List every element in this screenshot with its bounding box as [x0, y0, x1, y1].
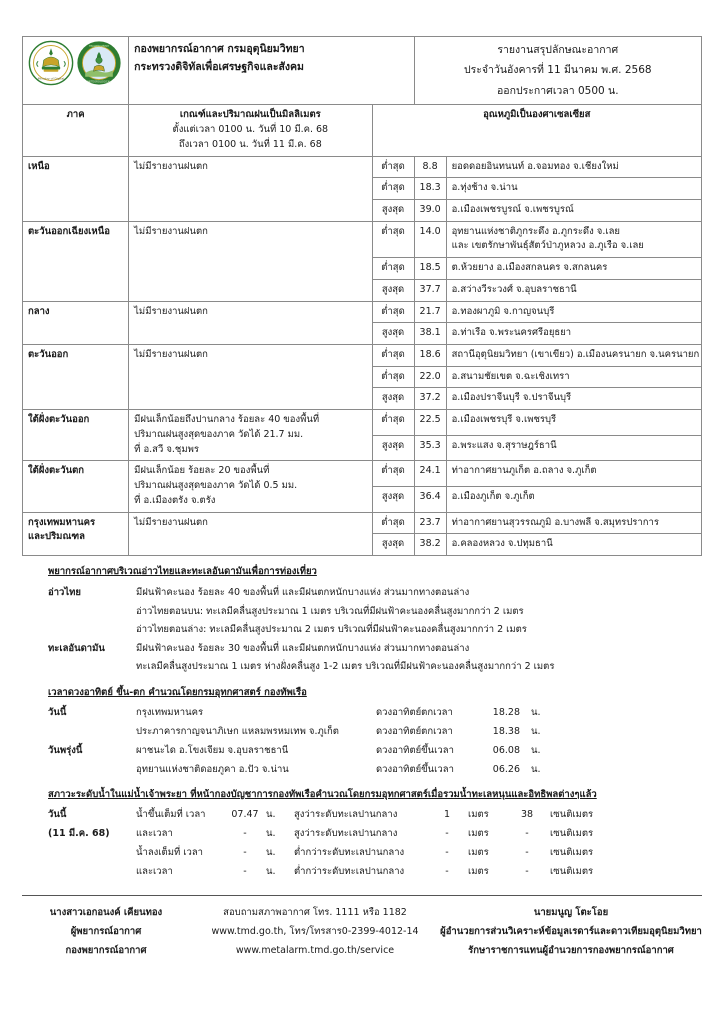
sun-event: ดวงอาทิตย์ขึ้นเวลา: [376, 745, 454, 757]
water-meters-unit: เมตร: [468, 828, 489, 840]
footer-right-line-3: รักษาราชการแทนผู้อำนวยการกองพยากรณ์อากาศ: [468, 945, 674, 957]
temp-label: ต่ำสุด: [372, 366, 414, 388]
report-header-row: [23, 37, 702, 105]
water-event: และเวลา: [136, 866, 173, 878]
weather-summary-table: [22, 36, 702, 556]
water-centimeters: -: [525, 828, 529, 840]
table-row: [23, 221, 702, 257]
temp-label: ต่ำสุด: [372, 178, 414, 200]
rainfall-description: ไม่มีรายงานฝนตก: [129, 221, 372, 301]
water-centimeters: -: [525, 847, 529, 859]
table-row: [23, 301, 702, 323]
temp-label: ต่ำสุด: [372, 258, 414, 280]
sun-time: 06.08: [492, 745, 520, 757]
table-row: [23, 345, 702, 367]
header-rainfall-line-2: ตั้งแต่เวลา 0100 น. วันที่ 10 มี.ค. 68: [172, 124, 329, 136]
water-event: และเวลา: [136, 828, 173, 840]
region-name: ตะวันออกเฉียงเหนือ: [23, 221, 129, 301]
temp-label: ต่ำสุด: [372, 512, 414, 534]
rainfall-description: ไม่มีรายงานฝนตก: [129, 156, 372, 221]
water-time-unit: น.: [266, 828, 276, 840]
weather-report-page: [22, 36, 702, 960]
sun-day-label: วันพรุ่งนี้: [48, 745, 83, 757]
temp-location: อ.เมืองเพชรบูรณ์ จ.เพชรบูรณ์: [446, 200, 701, 222]
logos-cell: [23, 37, 129, 105]
marine-text-line-1: มีฝนฟ้าคะนอง ร้อยละ 30 ของพื้นที่ และมีฝนตกหนักบางแห่ง ส่วนมากทางตอนล่าง: [136, 642, 470, 654]
temp-value: 35.3: [414, 435, 446, 461]
temp-label: ต่ำสุด: [372, 156, 414, 178]
region-name: ใต้ฝั่งตะวันตก: [23, 461, 129, 512]
sun-time-unit: น.: [531, 745, 541, 757]
water-time: -: [243, 847, 247, 859]
header-rainfall-line-3: ถึงเวลา 0100 น. วันที่ 11 มี.ค. 68: [178, 138, 322, 150]
sunrise-sunset-section: [22, 686, 702, 779]
water-time: -: [243, 828, 247, 840]
ministry-of-digital-economy-and-society-emblem: [28, 40, 74, 86]
temp-location: อ.ท่าเรือ จ.พระนครศรีอยุธยา: [446, 323, 701, 345]
water-centimeters-unit: เซนติเมตร: [550, 866, 594, 878]
sun-time-unit: น.: [531, 707, 541, 719]
temp-label: สูงสุด: [372, 486, 414, 512]
temp-location: สถานีอุตุนิยมวิทยา (เขาเขียว) อ.เมืองนครนายก จ.นครนายก: [446, 345, 701, 367]
table-row: [23, 512, 702, 534]
sun-row: [22, 722, 702, 741]
footer-left-line-3: กองพยากรณ์อากาศ: [65, 945, 147, 957]
temp-label: สูงสุด: [372, 323, 414, 345]
temp-value: 18.3: [414, 178, 446, 200]
region-name: กลาง: [23, 301, 129, 344]
water-meters: -: [445, 828, 449, 840]
marine-forecast-section: [22, 565, 702, 677]
report-issue-time: ออกประกาศเวลา 0500 น.: [496, 84, 619, 97]
rainfall-line-2: ปริมาณฝนสูงสุดของภาค วัดได้ 21.7 มม.: [134, 428, 304, 440]
rainfall-line-1: มีฝนเล็กน้อย ร้อยละ 20 ของพื้นที่: [134, 465, 270, 477]
water-level-row: [22, 843, 702, 862]
temp-location: อ.คลองหลวง จ.ปทุมธานี: [446, 534, 701, 556]
water-time-unit: น.: [266, 809, 276, 821]
rainfall-description: ไม่มีรายงานฝนตก: [129, 301, 372, 344]
water-meters: -: [445, 847, 449, 859]
region-name: ตะวันออก: [23, 345, 129, 410]
sun-event: ดวงอาทิตย์ขึ้นเวลา: [376, 764, 454, 776]
organization-line-2: กระทรวงดิจิทัลเพื่อเศรษฐกิจและสังคม: [134, 61, 304, 74]
temp-location: อ.สนามชัยเขต จ.ฉะเชิงเทรา: [446, 366, 701, 388]
temp-value: 14.0: [414, 221, 446, 257]
temp-value: 18.6: [414, 345, 446, 367]
sun-row: [22, 703, 702, 722]
footer-left-line-2: ผู้พยากรณ์อากาศ: [70, 926, 142, 938]
marine-text-line-2: อ่าวไทยตอนบน: ทะเลมีคลื่นสูงประมาณ 1 เมตร บริเวณที่มีฝนฟ้าคะนองคลื่นสูงมากกว่า 2 เมตร: [136, 605, 524, 617]
organization-name-cell: [129, 37, 414, 105]
water-meters-unit: เมตร: [468, 866, 489, 878]
footer-phone-line: สอบถามสภาพอากาศ โทร. 1111 หรือ 1182: [223, 907, 407, 919]
footer-divider: [22, 895, 702, 896]
temp-label: สูงสุด: [372, 388, 414, 410]
footer-contact-info: [190, 903, 440, 960]
footer-website-line[interactable]: www.tmd.go.th, โทร/โทรสาร0-2399-4012-14: [211, 926, 419, 938]
temp-location: อ.สว่างวีระวงศ์ จ.อุบลราชธานี: [446, 279, 701, 301]
temp-location-line-1: อุทยานแห่งชาติภูกระดึง อ.ภูกระดึง จ.เลย: [451, 225, 620, 237]
water-centimeters: 38: [520, 809, 534, 821]
temp-label: ต่ำสุด: [372, 301, 414, 323]
temp-label: ต่ำสุด: [372, 221, 414, 257]
temp-value: 23.7: [414, 512, 446, 534]
temp-label: ต่ำสุด: [372, 345, 414, 367]
water-event: น้ำลงเต็มที่ เวลา: [136, 847, 203, 859]
sun-time: 18.28: [492, 707, 520, 719]
temp-value: 21.7: [414, 301, 446, 323]
rainfall-description: ไม่มีรายงานฝนตก: [129, 512, 372, 555]
temp-location: ยอดดอยอินทนนท์ อ.จอมทอง จ.เชียงใหม่: [446, 156, 701, 178]
temp-value: 37.7: [414, 279, 446, 301]
region-name-line-1: กรุงเทพมหานคร: [28, 516, 96, 528]
sun-event: ดวงอาทิตย์ตกเวลา: [376, 707, 453, 719]
water-time: 07.47: [231, 809, 259, 821]
water-meters: -: [445, 866, 449, 878]
rainfall-line-3: ที่ อ.สวี จ.ชุมพร: [134, 443, 199, 455]
footer-signatory-left: [22, 903, 190, 960]
footer-signatory-right: [440, 903, 702, 960]
temp-value: 8.8: [414, 156, 446, 178]
water-comparison: ต่ำกว่าระดับทะเลปานกลาง: [294, 847, 405, 859]
water-meters: 1: [443, 809, 451, 821]
rainfall-line-3: ที่ อ.เมืองตรัง จ.ตรัง: [134, 494, 216, 506]
footer-left-line-1: นางสาวเอกอนงค์ เคียนทอง: [49, 907, 163, 919]
temp-label: สูงสุด: [372, 534, 414, 556]
temp-location: ท่าอากาศยานภูเก็ต อ.ถลาง จ.ภูเก็ต: [446, 461, 701, 487]
marine-group-gulf-of-thailand: [22, 584, 702, 603]
temp-value: 38.1: [414, 323, 446, 345]
header-region: ภาค: [23, 105, 129, 156]
region-name: ใต้ฝั่งตะวันออก: [23, 410, 129, 461]
svg-text:METEOROLOGICAL: METEOROLOGICAL: [87, 80, 111, 84]
water-meters-unit: เมตร: [468, 847, 489, 859]
temp-value: 38.2: [414, 534, 446, 556]
header-rainfall: [129, 105, 372, 156]
sun-location: ผาชนะได อ.โขงเจียม จ.อุบลราชธานี: [136, 745, 289, 757]
marine-label: อ่าวไทย: [48, 587, 81, 599]
temp-value: 22.0: [414, 366, 446, 388]
header-temperature: อุณหภูมิเป็นองศาเซลเซียส: [372, 105, 702, 156]
water-day-label: วันนี้: [48, 809, 67, 821]
water-meters-unit: เมตร: [468, 809, 489, 821]
temp-value: 36.4: [414, 486, 446, 512]
sun-time-unit: น.: [531, 726, 541, 738]
temp-value: 39.0: [414, 200, 446, 222]
temp-label: ต่ำสุด: [372, 410, 414, 436]
report-title: รายงานสรุปลักษณะอากาศ: [497, 44, 619, 56]
water-level-heading: สภาวะระดับน้ำในแม่น้ำเจ้าพระยา ที่หน้ากองบัญชาการกองทัพเรือคำนวณโดยกรมอุทกศาสตร์เมื่อรวมน้ำทะเลหนุนและอิทธิพลต่างๆแล้ว: [48, 789, 597, 801]
marine-text-line-1: มีฝนฟ้าคะนอง ร้อยละ 40 ของพื้นที่ และมีฝนตกหนักบางแห่ง ส่วนมากทางตอนล่าง: [136, 587, 470, 599]
temp-location: อ.เมืองปราจีนบุรี จ.ปราจีนบุรี: [446, 388, 701, 410]
table-row: [23, 156, 702, 178]
header-rainfall-line-1: เกณฑ์และปริมาณฝนเป็นมิลลิเมตร: [179, 109, 321, 121]
water-comparison: สูงว่าระดับทะเลปานกลาง: [294, 809, 398, 821]
water-time-unit: น.: [266, 866, 276, 878]
rainfall-description: [129, 461, 372, 512]
sun-location: อุทยานแห่งชาติดอยภูคา อ.ปัว จ.น่าน: [136, 764, 289, 776]
temp-location: อ.เมืองภูเก็ต จ.ภูเก็ต: [446, 486, 701, 512]
report-date: ประจำวันอังคารที่ 11 มีนาคม พ.ศ. 2568: [463, 64, 652, 77]
water-time: -: [243, 866, 247, 878]
marine-forecast-heading: พยากรณ์อากาศบริเวณอ่าวไทยและทะเลอันดามันเพื่อการท่องเที่ยว: [48, 565, 317, 577]
table-row: [23, 410, 702, 436]
marine-text-line-3: อ่าวไทยตอนล่าง: ทะเลมีคลื่นสูงประมาณ 2 เมตร บริเวณที่มีฝนฟ้าคะนองคลื่นสูงมากกว่า 2 เมตร: [136, 624, 527, 636]
temp-label: สูงสุด: [372, 279, 414, 301]
temp-label: สูงสุด: [372, 435, 414, 461]
water-centimeters-unit: เซนติเมตร: [550, 809, 594, 821]
region-name: [23, 512, 129, 555]
sun-day-label: วันนี้: [48, 707, 67, 719]
temp-location: อ.พระแสง จ.สุราษฎร์ธานี: [446, 435, 701, 461]
temp-location: อ.เมืองเพชรบุรี จ.เพชรบุรี: [446, 410, 701, 436]
water-centimeters: -: [525, 866, 529, 878]
water-level-section: [22, 788, 702, 881]
footer-right-line-1: นายมนูญ โตะโอย: [533, 907, 609, 919]
water-level-row: [22, 824, 702, 843]
rainfall-description: [129, 410, 372, 461]
column-header-row: [23, 105, 702, 156]
temp-value: 24.1: [414, 461, 446, 487]
region-name-line-2: และปริมณฑล: [28, 531, 85, 543]
water-time-unit: น.: [266, 847, 276, 859]
marine-detail-row: [22, 621, 702, 640]
sun-time-unit: น.: [531, 764, 541, 776]
sun-location: กรุงเทพมหานคร: [136, 707, 204, 719]
table-row: [23, 461, 702, 487]
temp-value: 37.2: [414, 388, 446, 410]
marine-group-andaman-sea: [22, 640, 702, 659]
sunrise-sunset-heading: เวลาดวงอาทิตย์ ขึ้น-ตก คำนวณโดยกรมอุทกศาสตร์ กองทัพเรือ: [48, 686, 307, 698]
rainfall-line-2: ปริมาณฝนสูงสุดของภาค วัดได้ 0.5 มม.: [134, 480, 298, 492]
sun-event: ดวงอาทิตย์ตกเวลา: [376, 726, 453, 738]
marine-detail-row: [22, 658, 702, 677]
water-centimeters-unit: เซนติเมตร: [550, 847, 594, 859]
rainfall-description: ไม่มีรายงานฝนตก: [129, 345, 372, 410]
svg-text:Ministry of Digital: Ministry of Digital: [37, 76, 65, 81]
temp-label: สูงสุด: [372, 200, 414, 222]
water-date-label: (11 มี.ค. 68): [48, 828, 110, 840]
marine-text-line-2: ทะเลมีคลื่นสูงประมาณ 1 เมตร ห่างฝั่งคลื่นสูง 1-2 เมตร บริเวณที่มีฝนฟ้าคะนองคลื่นสูงมากกว่า 2 เมตร: [136, 661, 555, 673]
temp-location-line-2: และ เขตรักษาพันธุ์สัตว์ป่าภูหลวง อ.ภูเรือ จ.เลย: [451, 240, 644, 252]
water-event: น้ำขึ้นเต็มที่ เวลา: [136, 809, 206, 821]
rainfall-line-1: มีฝนเล็กน้อยถึงปานกลาง ร้อยละ 40 ของพื้นที่: [134, 414, 320, 426]
temp-location: [446, 221, 701, 257]
svg-text:กรมอุตุนิยมวิทยา: กรมอุตุนิยมวิทยา: [88, 43, 110, 48]
footer-service-url-line[interactable]: www.metalarm.tmd.go.th/service: [235, 945, 395, 957]
temp-location: ท่าอากาศยานสุวรรณภูมิ อ.บางพลี จ.สมุทรปราการ: [446, 512, 701, 534]
temp-value: 18.5: [414, 258, 446, 280]
water-level-row: [22, 805, 702, 824]
marine-label: ทะเลอันดามัน: [48, 642, 105, 654]
water-comparison: สูงว่าระดับทะเลปานกลาง: [294, 828, 398, 840]
temp-value: 22.5: [414, 410, 446, 436]
footer: [22, 903, 702, 960]
temp-location: อ.ทองผาภูมิ จ.กาญจนบุรี: [446, 301, 701, 323]
report-title-cell: [414, 37, 701, 105]
water-centimeters-unit: เซนติเมตร: [550, 828, 594, 840]
sun-time: 06.26: [492, 764, 520, 776]
water-comparison: ต่ำกว่าระดับทะเลปานกลาง: [294, 866, 405, 878]
thai-meteorological-department-emblem: [76, 40, 122, 86]
temp-location: อ.ทุ่งช้าง จ.น่าน: [446, 178, 701, 200]
sun-row: [22, 760, 702, 779]
footer-right-line-2: ผู้อำนวยการส่วนวิเคราะห์ข้อมูลเรดาร์และดาวเทียมอุตุนิยมวิทยา: [440, 926, 702, 938]
region-name: เหนือ: [23, 156, 129, 221]
sun-time: 18.38: [492, 726, 520, 738]
organization-line-1: กองพยากรณ์อากาศ กรมอุตุนิยมวิทยา: [134, 43, 305, 55]
water-level-row: [22, 862, 702, 881]
sun-row: [22, 741, 702, 760]
temp-location: ต.ห้วยยาง อ.เมืองสกลนคร จ.สกลนคร: [446, 258, 701, 280]
temp-label: ต่ำสุด: [372, 461, 414, 487]
marine-detail-row: [22, 603, 702, 622]
sun-location: ประภาคารกาญจนาภิเษก แหลมพรหมเทพ จ.ภูเก็ต: [136, 726, 339, 738]
